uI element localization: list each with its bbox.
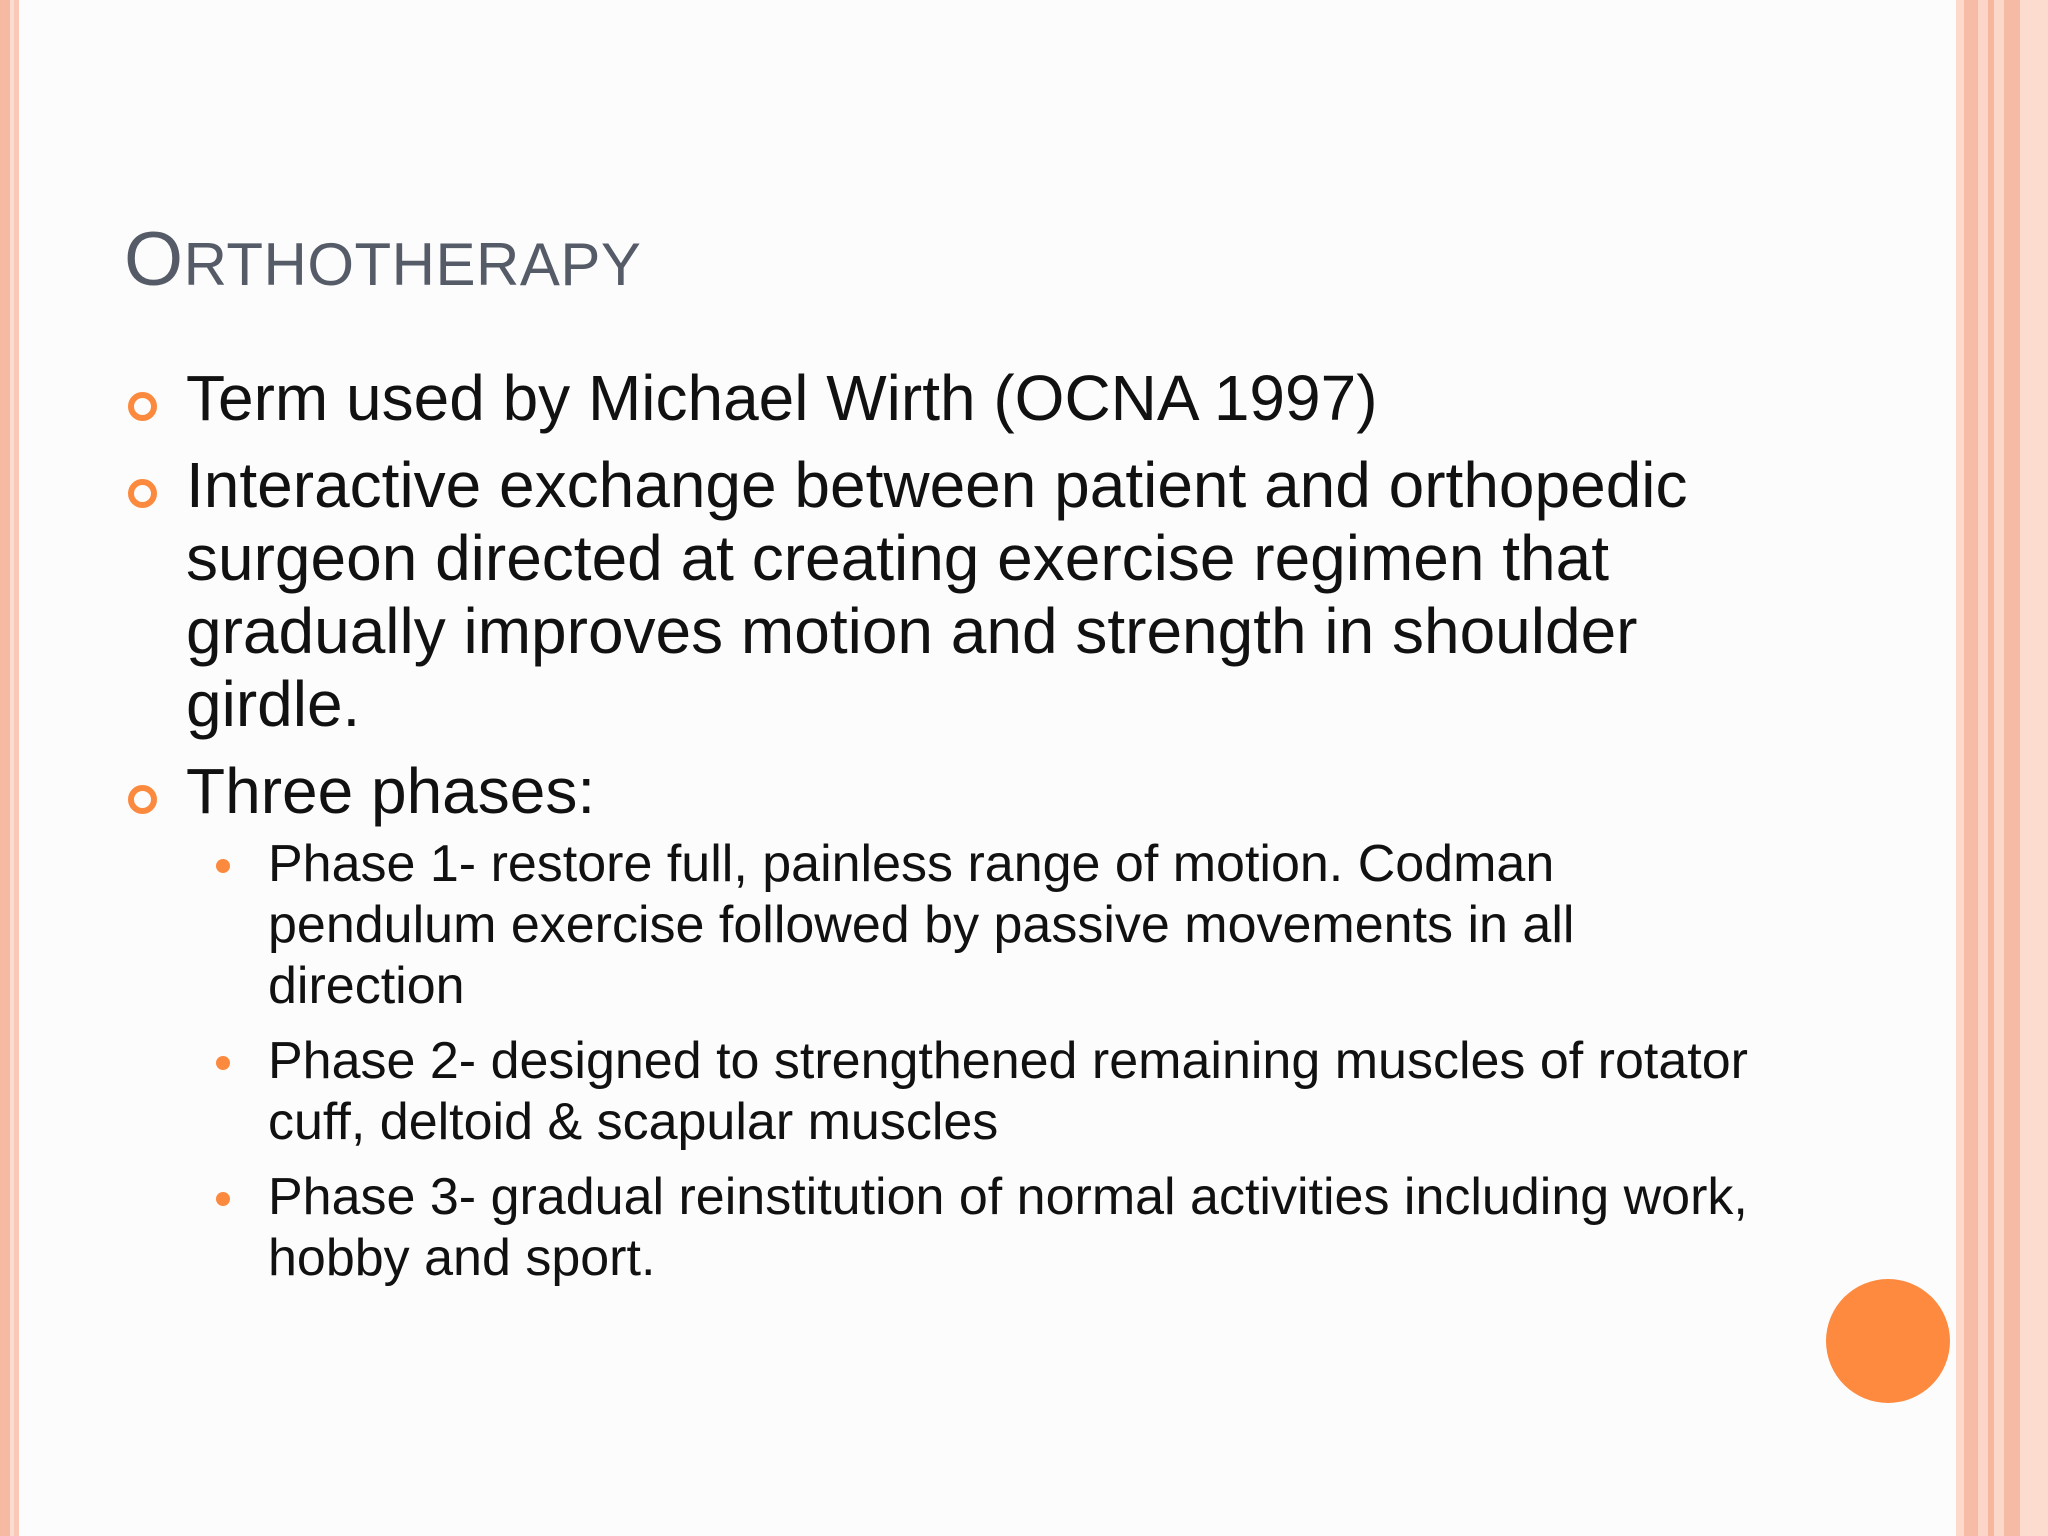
bullet-item <box>124 449 1764 741</box>
dot-bullet-icon <box>216 1192 230 1206</box>
sub-bullet-item <box>206 1031 1764 1153</box>
slide-title-rest: RTHOTHERAPY <box>183 231 642 298</box>
decorative-orange-circle <box>1826 1279 1950 1403</box>
ring-bullet-icon <box>128 479 157 508</box>
slide-title <box>124 218 641 307</box>
right-border-stripe <box>1964 0 1978 1536</box>
sub-bullet-text: Phase 2- designed to strengthened remaining muscles of rotator cuff, deltoid & scapular muscles <box>268 1032 1748 1151</box>
sub-bullet-item <box>206 834 1764 1017</box>
bullet-text: Three phases: <box>186 755 596 827</box>
bullet-text: Term used by Michael Wirth (OCNA 1997) <box>186 362 1378 434</box>
right-border-stripe <box>1956 0 1964 1536</box>
bullet-item <box>124 362 1764 435</box>
sub-bullet-text: Phase 1- restore full, painless range of motion. Codman pendulum exercise followed by passive movements in all direction <box>268 835 1575 1015</box>
bullet-item <box>124 755 1764 1289</box>
left-border-stripe <box>0 0 10 1536</box>
sub-bullet-text: Phase 3- gradual reinstitution of normal activities including work, hobby and sport. <box>268 1168 1748 1287</box>
left-border-stripe <box>14 0 19 1536</box>
ring-bullet-icon <box>128 785 157 814</box>
slide-title-initial: O <box>124 217 184 302</box>
dot-bullet-icon <box>216 1056 230 1070</box>
bullet-text: Interactive exchange between patient and orthopedic surgeon directed at creating exercise regimen that gradually improves motion and strength in shoulder girdle. <box>186 449 1688 740</box>
sub-bullet-list <box>186 834 1764 1289</box>
right-border-stripe <box>1994 0 2004 1536</box>
bullet-list <box>124 362 1764 1303</box>
right-border-stripe <box>2004 0 2020 1536</box>
ring-bullet-icon <box>128 392 157 421</box>
sub-bullet-item <box>206 1167 1764 1289</box>
right-border-stripe <box>2020 0 2048 1536</box>
right-border-stripe <box>1978 0 1988 1536</box>
dot-bullet-icon <box>216 859 230 873</box>
